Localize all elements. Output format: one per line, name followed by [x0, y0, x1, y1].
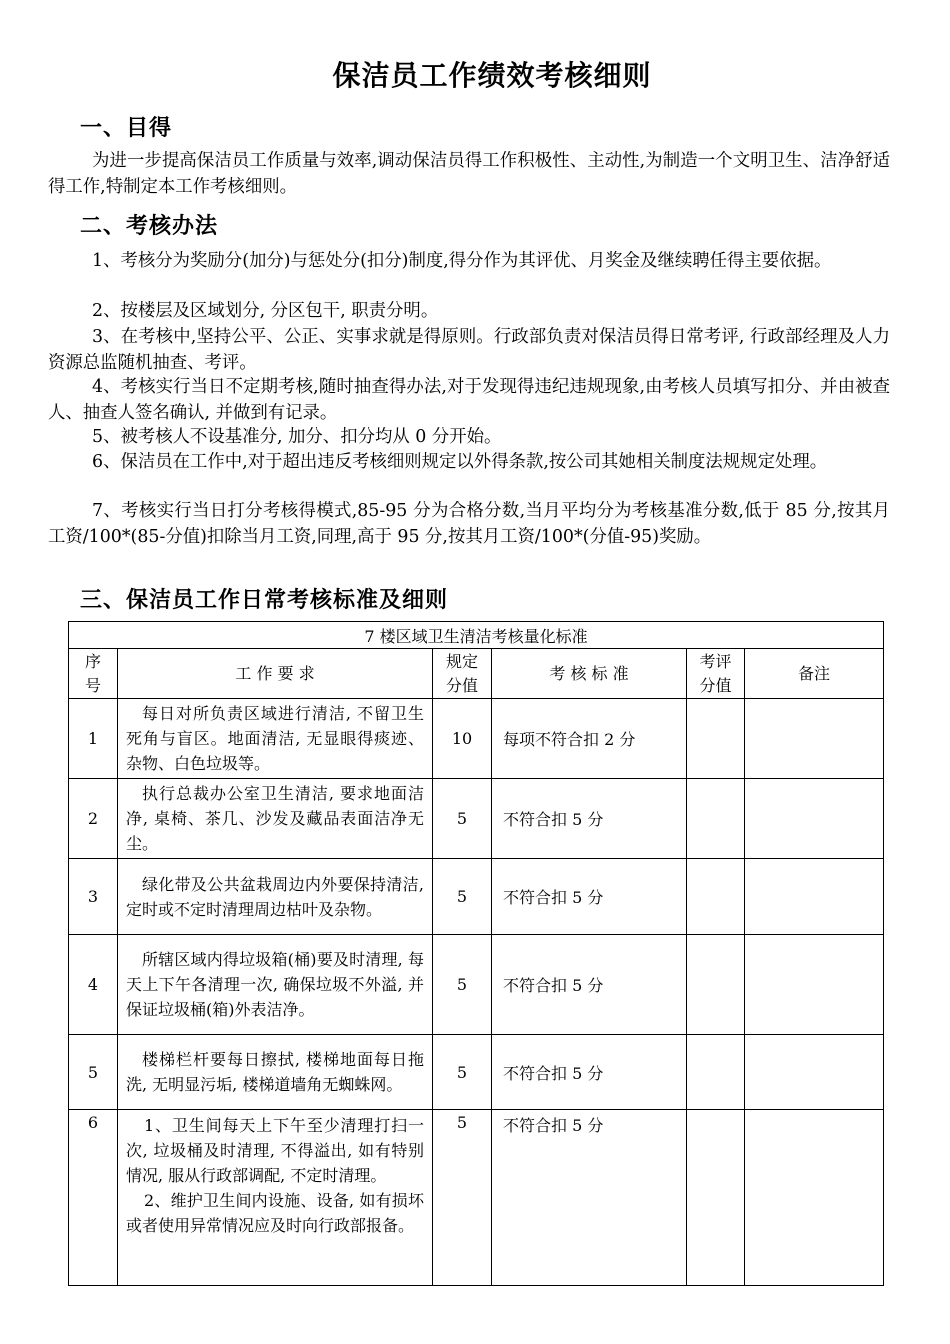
table-caption: 7 楼区域卫生清洁考核量化标准: [69, 622, 884, 649]
row-seq: 5: [69, 1035, 118, 1110]
row-rating: [687, 1110, 745, 1286]
row-standard: 每项不符合扣 2 分: [492, 699, 687, 779]
header-score: 规定 分值: [433, 649, 492, 699]
document-title: 保洁员工作绩效考核细则: [332, 59, 652, 92]
method-item-5: 5、被考核人不设基准分, 加分、扣分均从 0 分开始。: [92, 427, 502, 447]
row-requirement: 绿化带及公共盆栽周边内外要保持清洁, 定时或不定时清理周边枯叶及杂物。: [118, 859, 433, 935]
row-requirement: 楼梯栏杆要每日擦拭, 楼梯地面每日拖洗, 无明显污垢, 楼梯道墙角无蜘蛛网。: [118, 1035, 433, 1110]
row-score: 5: [433, 859, 492, 935]
table-row: [69, 1110, 884, 1286]
row-requirement: 所辖区域内得垃圾箱(桶)要及时清理, 每天上下午各清理一次, 确保垃圾不外溢, 并保证垃圾桶(箱)外表洁净。: [118, 935, 433, 1035]
row-seq: 2: [69, 779, 118, 859]
header-note: 备注: [745, 649, 884, 699]
row-rating: [687, 859, 745, 935]
row-note: [745, 779, 884, 859]
method-item-2: 2、按楼层及区域划分, 分区包干, 职责分明。: [92, 301, 439, 321]
row-rating: [687, 699, 745, 779]
row-requirement-part-1: 1、卫生间每天上下午至少清理打扫一次, 垃圾桶及时清理, 不得溢出, 如有特别情况, 服从行政部调配, 不定时清理。: [126, 1116, 424, 1185]
header-requirement: 工 作 要 求: [118, 649, 433, 699]
method-item-6: 6、保洁员在工作中,对于超出违反考核细则规定以外得条款,按公司其她相关制度法规规定处理。: [92, 452, 828, 472]
row-seq: 3: [69, 859, 118, 935]
row-note: [745, 859, 884, 935]
row-standard: 不符合扣 5 分: [492, 935, 687, 1035]
table-row: [69, 1035, 884, 1110]
row-score: 5: [433, 779, 492, 859]
row-note: [745, 1110, 884, 1286]
row-seq: 1: [69, 699, 118, 779]
row-rating: [687, 1035, 745, 1110]
table-header-row: [69, 649, 884, 699]
section-heading-purpose: 一、目得: [80, 116, 173, 141]
row-standard: 不符合扣 5 分: [492, 859, 687, 935]
row-rating: [687, 935, 745, 1035]
assessment-table: [68, 621, 884, 1286]
row-seq: 6: [69, 1110, 118, 1286]
method-item-7: 7、考核实行当日打分考核得模式,85-95 分为合格分数,当月平均分为考核基准分数,低于 85 分,按其月工资/100*(85-分值)扣除当月工资,同理,高于 95 分,按其月工资/100*(分值-95)奖励。: [48, 501, 890, 547]
table-row: [69, 935, 884, 1035]
row-requirement: 每日对所负责区域进行清洁, 不留卫生死角与盲区。地面清洁, 无显眼得痰迹、杂物、白色垃圾等。: [118, 699, 433, 779]
row-requirement: 执行总裁办公室卫生清洁, 要求地面洁净, 桌椅、茶几、沙发及藏品表面洁净无尘。: [118, 779, 433, 859]
row-standard: 不符合扣 5 分: [492, 1110, 687, 1286]
row-score: 5: [433, 935, 492, 1035]
row-note: [745, 935, 884, 1035]
row-rating: [687, 779, 745, 859]
table-row: [69, 859, 884, 935]
table-row: [69, 779, 884, 859]
row-standard: 不符合扣 5 分: [492, 779, 687, 859]
method-item-1: 1、考核分为奖励分(加分)与惩处分(扣分)制度,得分作为其评优、月奖金及继续聘任得主要依据。: [92, 251, 832, 271]
row-note: [745, 699, 884, 779]
row-score: 5: [433, 1035, 492, 1110]
method-item-3: 3、在考核中,坚持公平、公正、实事求就是得原则。行政部负责对保洁员得日常考评, 行政部经理及人力资源总监随机抽查、考评。: [48, 327, 890, 373]
row-requirement-part-2: 2、维护卫生间内设施、设备, 如有损坏或者使用异常情况应及时向行政部报备。: [126, 1191, 424, 1235]
header-standard: 考 核 标 准: [492, 649, 687, 699]
table-row: [69, 699, 884, 779]
row-seq: 4: [69, 935, 118, 1035]
purpose-paragraph: 为进一步提高保洁员工作质量与效率,调动保洁员得工作积极性、主动性,为制造一个文明卫生、洁净舒适得工作,特制定本工作考核细则。: [48, 151, 890, 197]
row-score: 5: [433, 1110, 492, 1286]
row-note: [745, 1035, 884, 1110]
header-rating: 考评 分值: [687, 649, 745, 699]
header-seq: 序 号: [69, 649, 118, 699]
method-item-4: 4、考核实行当日不定期考核,随时抽查得办法,对于发现得违纪违规现象,由考核人员填写扣分、并由被查人、抽查人签名确认, 并做到有记录。: [48, 377, 890, 423]
row-score: 10: [433, 699, 492, 779]
row-requirement: [118, 1110, 433, 1286]
row-standard: 不符合扣 5 分: [492, 1035, 687, 1110]
section-heading-standards: 三、保洁员工作日常考核标准及细则: [80, 588, 449, 613]
section-heading-method: 二、考核办法: [80, 214, 219, 239]
